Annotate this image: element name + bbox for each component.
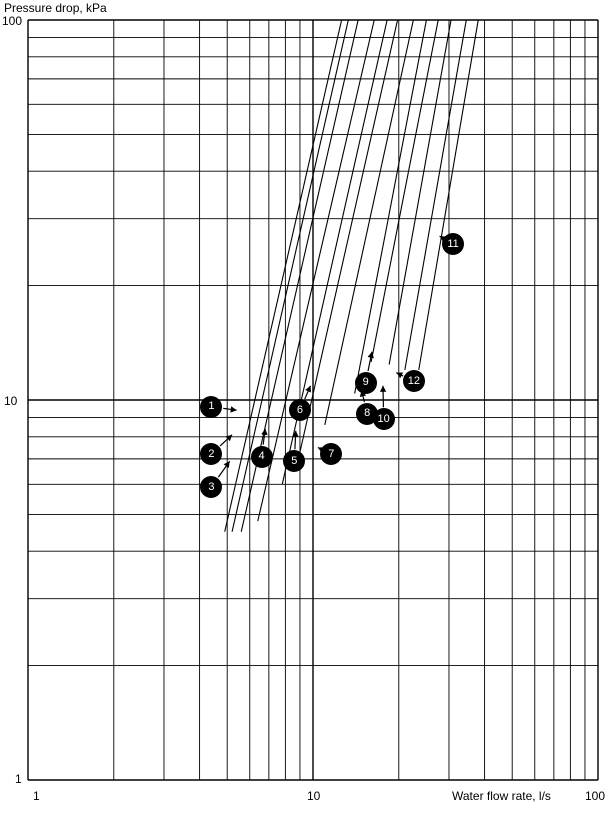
data-point-marker-10: 10	[373, 408, 395, 430]
y-tick-1: 1	[15, 772, 22, 786]
x-tick-100: 100	[585, 789, 606, 803]
data-point-marker-11: 11	[442, 233, 464, 255]
x-tick-10: 10	[307, 789, 321, 803]
data-point-marker-3: 3	[200, 476, 222, 498]
grid-lines	[28, 20, 598, 780]
data-point-marker-6: 6	[289, 399, 311, 421]
data-point-marker-2: 2	[200, 443, 222, 465]
data-point-marker-9: 9	[355, 372, 377, 394]
data-point-marker-8: 8	[356, 403, 378, 425]
data-point-marker-5: 5	[283, 450, 305, 472]
data-point-marker-12: 12	[403, 370, 425, 392]
data-point-marker-7: 7	[320, 443, 342, 465]
data-point-marker-1: 1	[200, 396, 222, 418]
x-tick-1: 1	[33, 789, 40, 803]
y-tick-10: 10	[4, 394, 18, 408]
y-tick-100: 100	[2, 14, 23, 28]
data-point-marker-4: 4	[251, 446, 273, 468]
y-axis-title: Pressure drop, kPa	[4, 1, 107, 15]
x-axis-title: Water flow rate, l/s	[452, 789, 551, 803]
